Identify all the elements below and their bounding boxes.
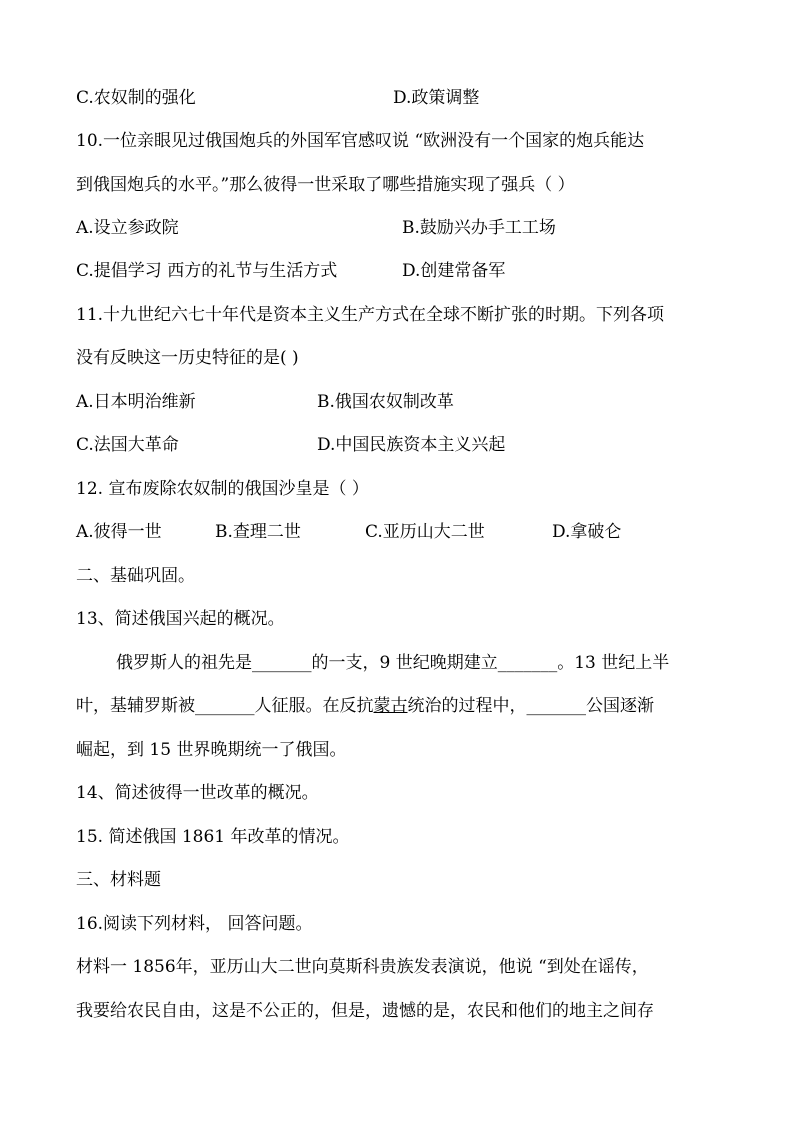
q12-option-d: D.拿破仑 bbox=[552, 522, 622, 542]
q11-stem-line1: 11.十九世纪六七十年代是资本主义生产方式在全球不断扩张的时期。下列各项 bbox=[76, 305, 665, 325]
q10-option-a: A.设立参政院 bbox=[76, 218, 179, 238]
q16-material1-line2: 我要给农民自由，这是不公正的，但是，遗憾的是，农民和他们的地主之间存 bbox=[76, 1001, 654, 1021]
q9-option-d: D.政策调整 bbox=[393, 88, 480, 108]
q11-option-d: D.中国民族资本主义兴起 bbox=[317, 435, 506, 455]
q10-option-b: B.鼓励兴办手工工场 bbox=[402, 218, 556, 238]
q10-option-d: D.创建常备军 bbox=[402, 261, 506, 281]
q9-option-c: C.农奴制的强化 bbox=[76, 88, 196, 108]
q12-stem: 12. 宣布废除农奴制的俄国沙皇是（ ） bbox=[76, 479, 369, 499]
q13-para-line2-a: 叶，基辅罗斯被_______人征服。在反抗 bbox=[76, 696, 374, 716]
q13-para-line1: 俄罗斯人的祖先是_______的一支，9 世纪晚期建立_______。13 世纪上半 bbox=[116, 653, 670, 673]
q12-option-a: A.彼得一世 bbox=[76, 522, 162, 542]
q12-option-b: B.查理二世 bbox=[215, 522, 301, 542]
q11-option-b: B.俄国农奴制改革 bbox=[317, 392, 454, 412]
q13-para-line2-b: 统治的过程中，_______公国逐渐 bbox=[407, 696, 654, 716]
q10-stem-line1: 10.一位亲眼见过俄国炮兵的外国军官感叹说 “欧洲没有一个国家的炮兵能达 bbox=[76, 131, 645, 151]
section2-heading: 二、基础巩固。 bbox=[76, 566, 195, 586]
q10-option-c: C.提倡学习 西方的礼节与生活方式 bbox=[76, 261, 338, 281]
q12-option-c: C.亚历山大二世 bbox=[365, 522, 485, 542]
q15-stem: 15. 简述俄国 1861 年改革的情况。 bbox=[76, 827, 350, 847]
q16-material1-line1: 材料一 1856年，亚历山大二世向莫斯科贵族发表演说，他说 “到处在谣传， bbox=[76, 957, 649, 977]
q13-para-line2-underlined: 蒙古 bbox=[373, 696, 408, 716]
q14-stem: 14、简述彼得一世改革的概况。 bbox=[76, 783, 319, 803]
q11-option-a: A.日本明治维新 bbox=[76, 392, 196, 412]
q13-para-line2 bbox=[76, 694, 654, 718]
q13-para-line3: 崛起，到 15 世界晚期统一了俄国。 bbox=[76, 740, 347, 760]
q11-stem-line2: 没有反映这一历史特征的是( ) bbox=[76, 348, 299, 368]
q13-stem: 13、简述俄国兴起的概况。 bbox=[76, 609, 285, 629]
section3-heading: 三、材料题 bbox=[76, 870, 161, 890]
q11-option-c: C.法国大革命 bbox=[76, 435, 179, 455]
q16-stem: 16.阅读下列材料， 回答问题。 bbox=[76, 914, 313, 934]
q10-stem-line2: 到俄国炮兵的水平。”那么彼得一世采取了哪些措施实现了强兵（ ） bbox=[76, 175, 575, 195]
